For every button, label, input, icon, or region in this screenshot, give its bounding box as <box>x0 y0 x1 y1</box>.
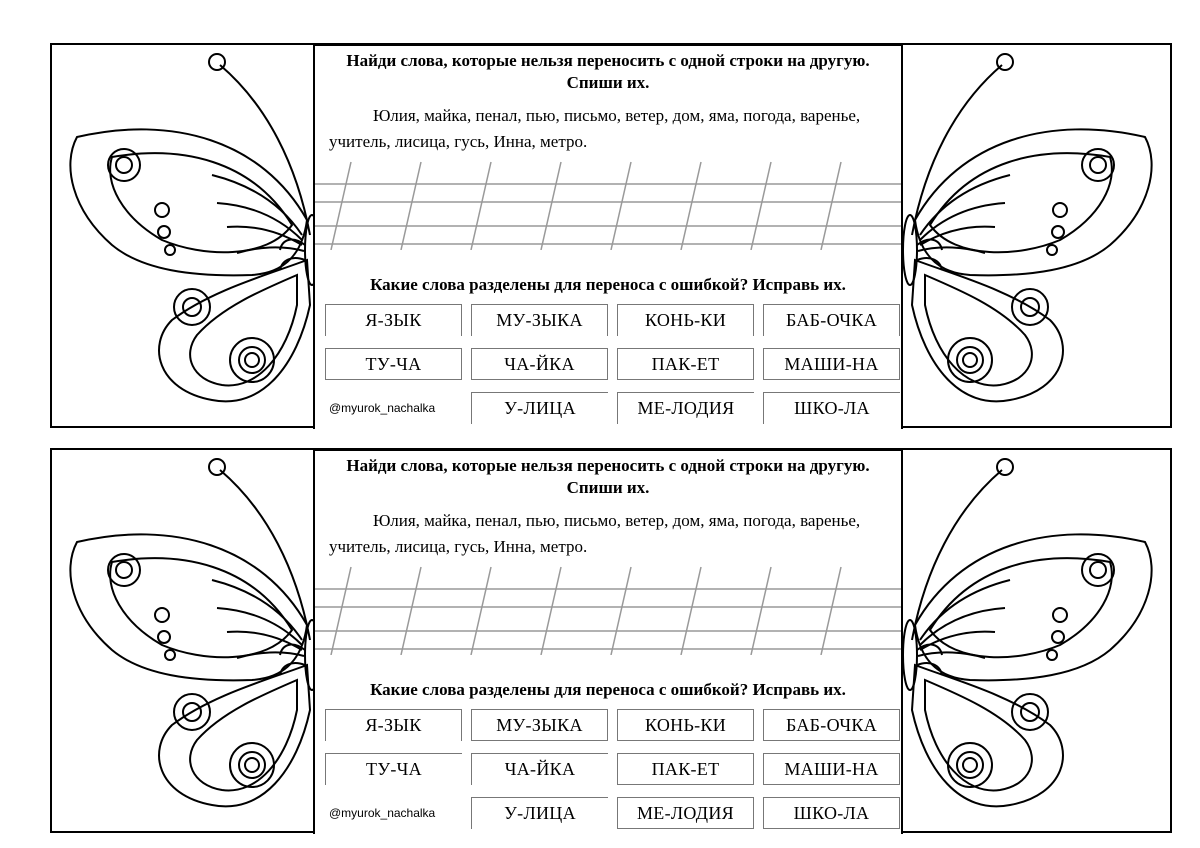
task1-instruction: Найди слова, которые нельзя переносить с одной строки на другую. Спиши их. <box>346 456 870 497</box>
task1-instruction: Найди слова, которые нельзя переносить с одной строки на другую. Спиши их. <box>346 51 870 92</box>
word-cell: ШКО-ЛА <box>763 797 900 829</box>
worksheet-card-2 <box>50 448 1172 833</box>
task-panel <box>313 44 903 429</box>
word-cell: МЕ-ЛОДИЯ <box>617 797 754 829</box>
worksheet-card-1 <box>50 43 1172 428</box>
word-cell: ТУ-ЧА <box>325 753 462 785</box>
word-cell: ШКО-ЛА <box>763 392 900 424</box>
word-cell: У-ЛИЦА <box>471 392 608 424</box>
word-cell: ЧА-ЙКА <box>471 348 608 380</box>
butterfly-left-wing-icon <box>52 450 322 831</box>
word-cell: ПАК-ЕТ <box>617 753 754 785</box>
word-cell: МУ-ЗЫКА <box>471 304 608 336</box>
task1-word-list: Юлия, майка, пенал, пью, письмо, ветер, дом, яма, погода, варенье, учитель, лисица, гусь, Инна, метро. <box>329 511 861 556</box>
word-cell: КОНЬ-КИ <box>617 304 754 336</box>
word-cell: БАБ-ОЧКА <box>763 709 900 741</box>
word-cell: КОНЬ-КИ <box>617 709 754 741</box>
word-cell: МАШИ-НА <box>763 348 900 380</box>
word-cell: У-ЛИЦА <box>471 797 608 829</box>
task2-instruction: Какие слова разделены для переноса с ошибкой? Исправь их. <box>370 275 846 294</box>
butterfly-right-wing-icon <box>900 45 1170 426</box>
butterfly-right-wing-icon <box>900 450 1170 831</box>
author-handle: @myurok_nachalka <box>329 806 436 820</box>
task2-instruction: Какие слова разделены для переноса с ошибкой? Исправь их. <box>370 680 846 699</box>
word-cell: МУ-ЗЫКА <box>471 709 608 741</box>
word-cell: МЕ-ЛОДИЯ <box>617 392 754 424</box>
word-cell: ЧА-ЙКА <box>471 753 608 785</box>
task-panel <box>313 449 903 834</box>
word-cell: МАШИ-НА <box>763 753 900 785</box>
butterfly-left-wing-icon <box>52 45 322 426</box>
word-cell: БАБ-ОЧКА <box>763 304 900 336</box>
author-handle: @myurok_nachalka <box>329 401 436 415</box>
writing-lines <box>315 559 901 655</box>
word-cell: ТУ-ЧА <box>325 348 462 380</box>
word-cell: Я-ЗЫК <box>325 304 462 336</box>
writing-lines <box>315 154 901 250</box>
hyphenation-grid <box>325 301 901 426</box>
hyphenation-grid <box>325 706 901 831</box>
word-cell: Я-ЗЫК <box>325 709 462 741</box>
task1-word-list: Юлия, майка, пенал, пью, письмо, ветер, дом, яма, погода, варенье, учитель, лисица, гусь, Инна, метро. <box>329 106 861 151</box>
word-cell: ПАК-ЕТ <box>617 348 754 380</box>
